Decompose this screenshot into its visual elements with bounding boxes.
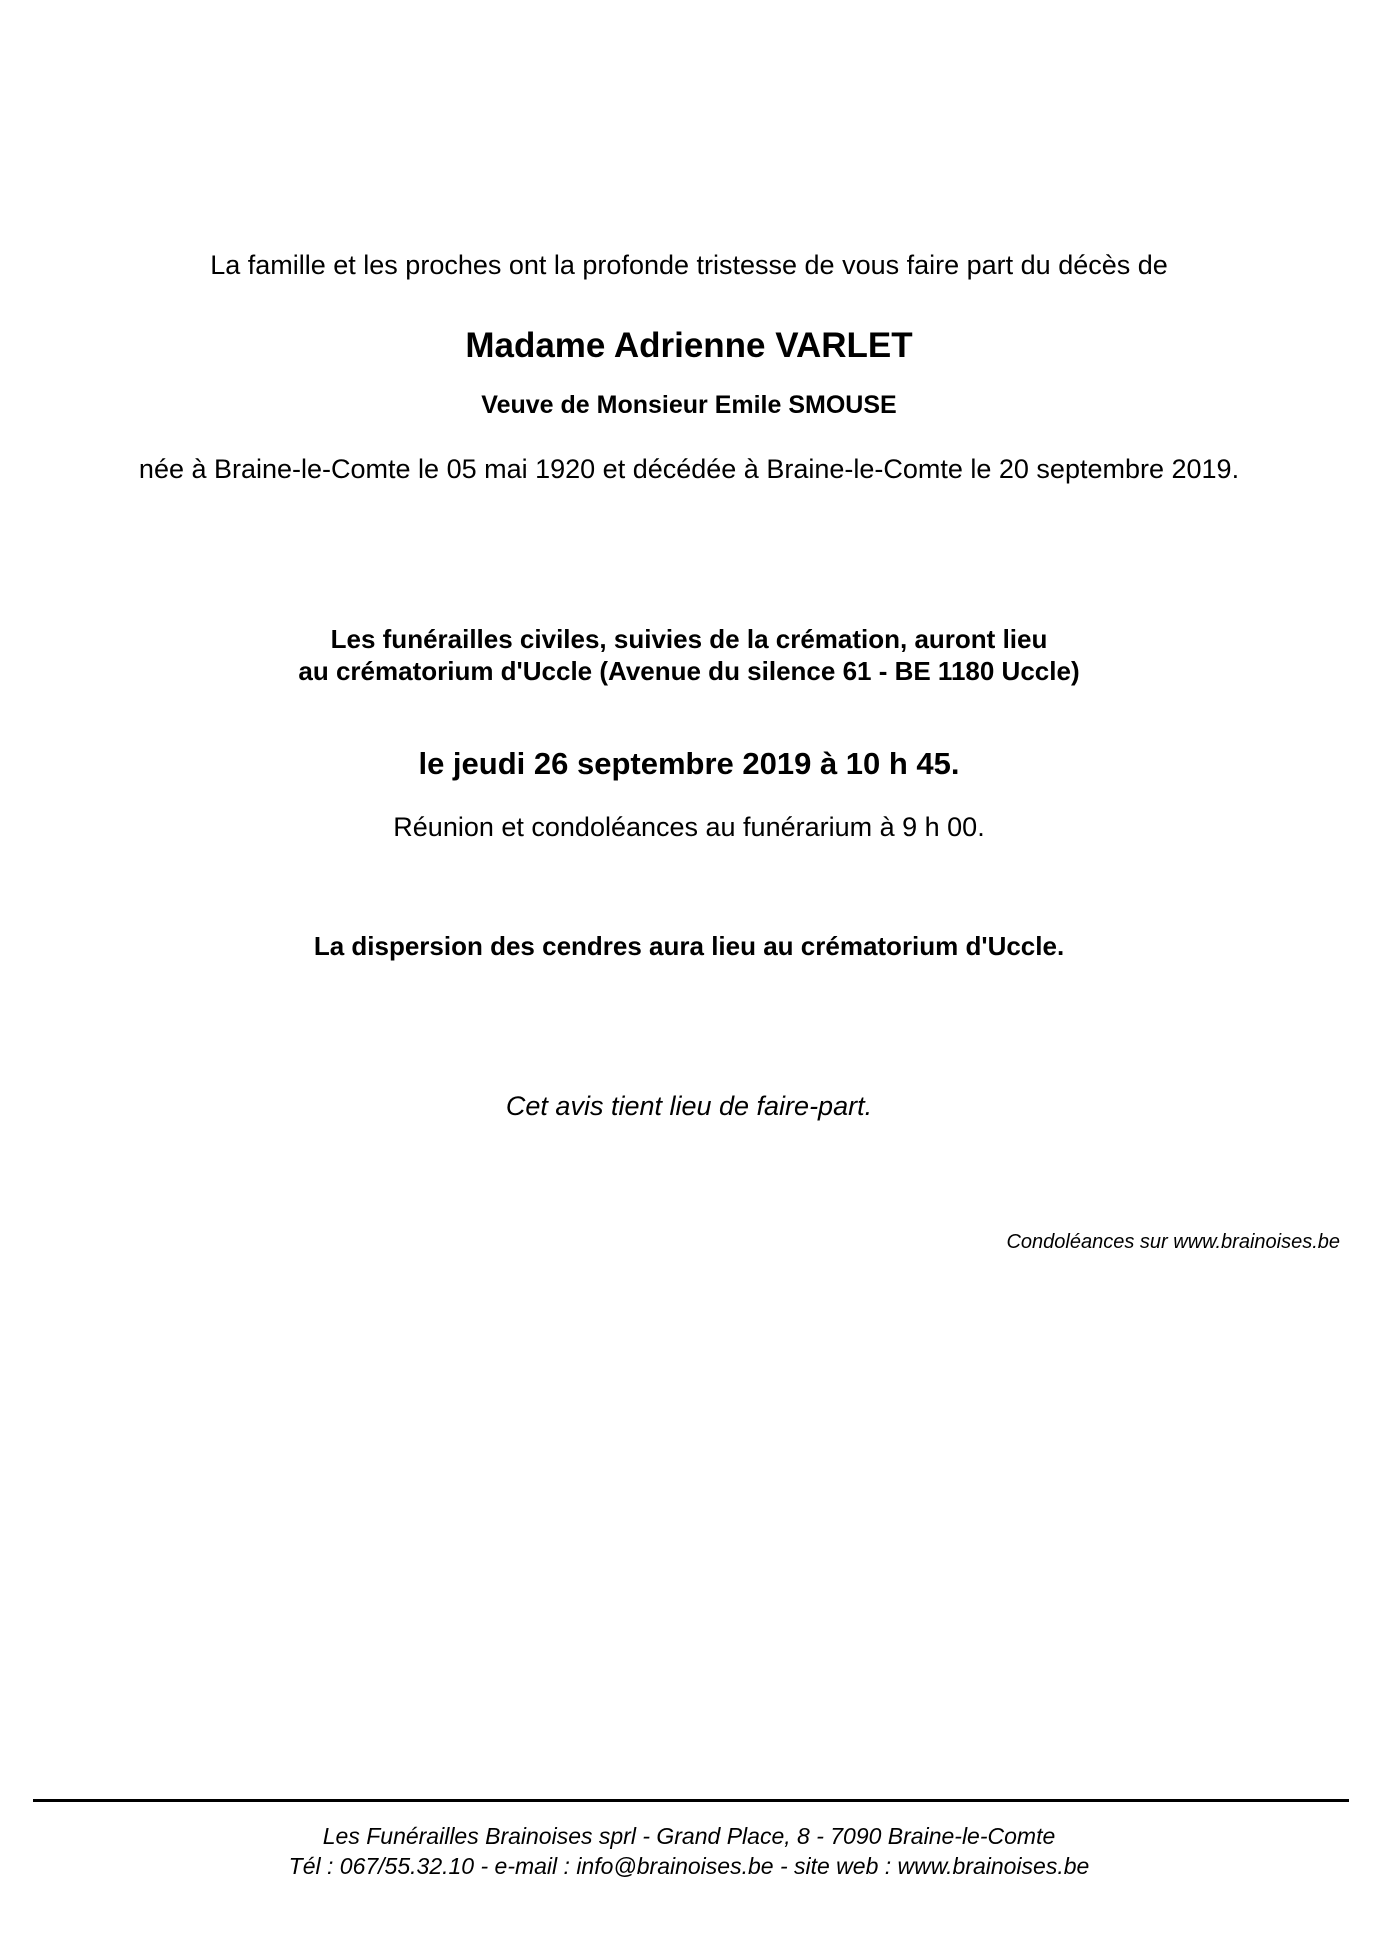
footer-address: Les Funérailles Brainoises sprl - Grand Place, 8 - 7090 Braine-le-Comte [322,1823,1056,1849]
footer-divider [33,1799,1349,1802]
condolences-link-text: Condoléances sur www.brainoises.be [1006,1231,1340,1253]
deceased-name: Madame Adrienne VARLET [465,326,913,365]
footer-contact: Tél : 067/55.32.10 - e-mail : info@brainoises.be - site web : www.brainoises.be [288,1853,1090,1879]
intro-text: La famille et les proches ont la profonde tristesse de vous faire part du décès de [210,250,1168,280]
dispersion-text: La dispersion des cendres aura lieu au crématorium d'Uccle. [313,931,1065,961]
funeral-text-line1: Les funérailles civiles, suivies de la crémation, auront lieu [330,624,1048,654]
funeral-date: le jeudi 26 septembre 2019 à 10 h 45. [418,746,960,781]
avis-text: Cet avis tient lieu de faire-part. [505,1091,873,1121]
widow-of-text: Veuve de Monsieur Emile SMOUSE [481,391,897,419]
birth-death-text: née à Braine-le-Comte le 05 mai 1920 et décédée à Braine-le-Comte le 20 septembre 2019. [138,454,1240,484]
funeral-text-line2: au crématorium d'Uccle (Avenue du silence 61 - BE 1180 Uccle) [298,656,1080,686]
reunion-text: Réunion et condoléances au funérarium à 9 h 00. [393,812,985,842]
